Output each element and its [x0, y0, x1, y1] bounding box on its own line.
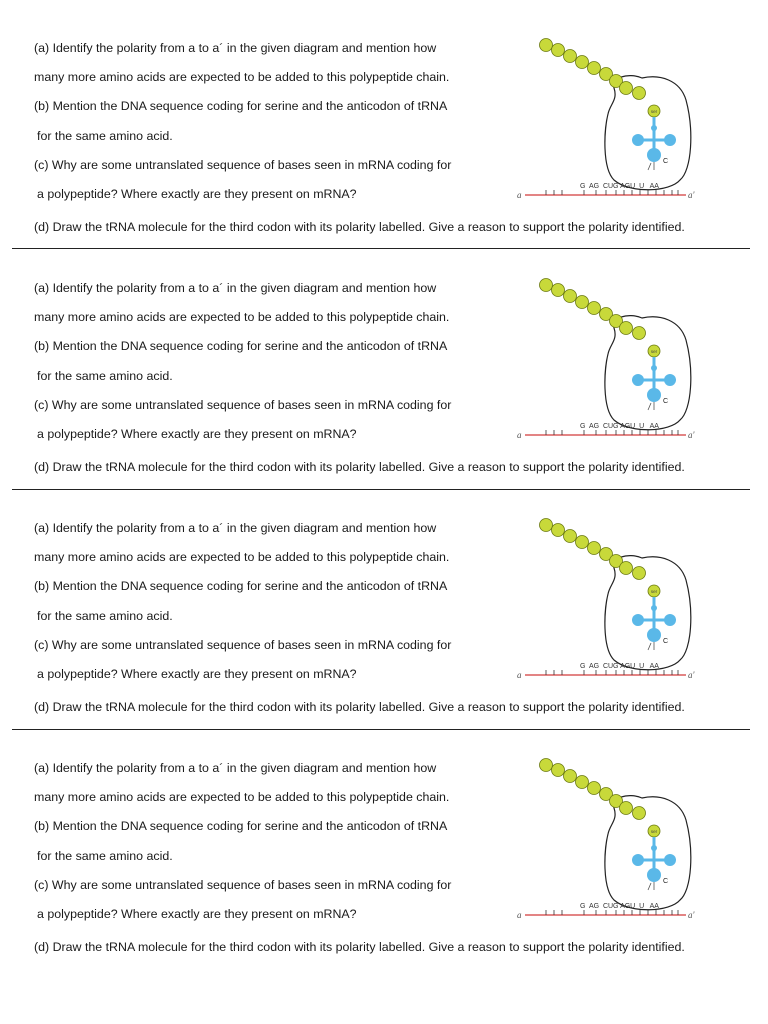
question-c-line-1: (c) Why are some untranslated sequence of bases seen in mRNA coding for	[34, 158, 452, 172]
serine-label: ser	[650, 829, 658, 834]
serine-label: ser	[650, 349, 658, 354]
amino-acid-bead	[576, 776, 589, 789]
ribosome-outline	[605, 556, 691, 670]
ribosome-trna-svg	[510, 270, 710, 450]
mrna-bases: G AG CUG AGU U AA	[580, 663, 659, 670]
question-d-line: (d) Draw the tRNA molecule for the third codon with its polarity labelled. Give a reason to support the polarity identified.	[34, 220, 685, 234]
mrna-base-ticks	[546, 670, 678, 675]
translation-diagram	[510, 750, 710, 930]
serine-label: ser	[650, 589, 658, 594]
question-a-line-1: (a) Identify the polarity from a to a´ in the given diagram and mention how	[34, 521, 437, 535]
amino-acid-bead	[588, 782, 601, 795]
trna-molecule	[632, 597, 676, 650]
serine-label: ser	[650, 109, 658, 114]
question-a-line-2: many more amino acids are expected to be added to this polypeptide chain.	[34, 310, 450, 324]
section-divider	[12, 489, 750, 490]
section-divider	[12, 248, 750, 249]
amino-acid-bead	[552, 764, 565, 777]
trna-c-label: C	[663, 638, 669, 645]
mrna-end-a-prime: a'	[688, 190, 695, 200]
question-c-line-2: a polypeptide? Where exactly are they present on mRNA?	[37, 427, 357, 441]
trna-molecule	[632, 117, 676, 170]
amino-acid-bead	[588, 62, 601, 75]
amino-acid-bead	[564, 50, 577, 63]
question-d-line: (d) Draw the tRNA molecule for the third codon with its polarity labelled. Give a reason to support the polarity identified.	[34, 700, 685, 714]
question-b-line-2: for the same amino acid.	[37, 609, 173, 623]
amino-acid-bead	[588, 302, 601, 315]
translation-diagram	[510, 270, 710, 450]
trna-molecule	[632, 837, 676, 890]
mrna-end-a: a	[517, 430, 522, 440]
trna-left-loop	[632, 374, 644, 386]
amino-acid-bead	[564, 290, 577, 303]
question-c-line-2: a polypeptide? Where exactly are they present on mRNA?	[37, 187, 357, 201]
question-c-line-1: (c) Why are some untranslated sequence of bases seen in mRNA coding for	[34, 398, 452, 412]
trna-molecule	[632, 357, 676, 410]
ribosome-outline	[605, 316, 691, 430]
amino-acid-bead	[552, 284, 565, 297]
amino-acid-bead	[540, 759, 553, 772]
question-b-line-2: for the same amino acid.	[37, 849, 173, 863]
question-a-line-2: many more amino acids are expected to be added to this polypeptide chain.	[34, 790, 450, 804]
mrna-base-ticks	[546, 430, 678, 435]
translation-diagram	[510, 30, 710, 210]
amino-acid-bead	[576, 296, 589, 309]
trna-right-loop	[664, 614, 676, 626]
amino-acid-bead	[540, 519, 553, 532]
mrna-bases: G AG CUG AGU U AA	[580, 183, 659, 190]
question-a-line-1: (a) Identify the polarity from a to a´ in the given diagram and mention how	[34, 41, 437, 55]
amino-acid-bead	[552, 524, 565, 537]
question-b-line-1: (b) Mention the DNA sequence coding for serine and the anticodon of tRNA	[34, 579, 448, 593]
amino-acid-bead	[588, 542, 601, 555]
question-d-line: (d) Draw the tRNA molecule for the third codon with its polarity labelled. Give a reason to support the polarity identified.	[34, 940, 685, 954]
mrna-base-ticks	[546, 910, 678, 915]
amino-acid-bead	[620, 322, 633, 335]
question-c-line-2: a polypeptide? Where exactly are they present on mRNA?	[37, 667, 357, 681]
trna-c-label: C	[663, 158, 669, 165]
trna-c-label: C	[663, 398, 669, 405]
polypeptide-chain	[540, 519, 646, 580]
question-d-line: (d) Draw the tRNA molecule for the third codon with its polarity labelled. Give a reason to support the polarity identified.	[34, 460, 685, 474]
question-block	[0, 510, 768, 750]
mrna-end-a: a	[517, 910, 522, 920]
amino-acid-bead	[620, 562, 633, 575]
translation-diagram	[510, 510, 710, 690]
amino-acid-bead	[564, 530, 577, 543]
mrna-bases: G AG CUG AGU U AA	[580, 903, 659, 910]
trna-c-label: C	[663, 878, 669, 885]
ribosome-trna-svg	[510, 30, 710, 210]
question-a-line-1: (a) Identify the polarity from a to a´ in the given diagram and mention how	[34, 761, 437, 775]
amino-acid-bead	[576, 536, 589, 549]
question-b-line-1: (b) Mention the DNA sequence coding for serine and the anticodon of tRNA	[34, 99, 448, 113]
amino-acid-bead	[540, 39, 553, 52]
trna-right-loop	[664, 134, 676, 146]
trna-right-loop	[664, 374, 676, 386]
question-a-line-1: (a) Identify the polarity from a to a´ in the given diagram and mention how	[34, 281, 437, 295]
mrna-base-ticks	[546, 190, 678, 195]
amino-acid-bead	[620, 82, 633, 95]
amino-acid-bead	[633, 807, 646, 820]
mrna-bases: G AG CUG AGU U AA	[580, 423, 659, 430]
trna-anticodon-loop	[647, 148, 661, 162]
mrna-end-a-prime: a'	[688, 670, 695, 680]
ribosome-trna-svg	[510, 510, 710, 690]
question-block	[0, 750, 768, 990]
trna-anticodon-loop	[647, 388, 661, 402]
question-c-line-1: (c) Why are some untranslated sequence of bases seen in mRNA coding for	[34, 638, 452, 652]
trna-anticodon-loop	[647, 868, 661, 882]
question-block	[0, 30, 768, 270]
question-a-line-2: many more amino acids are expected to be added to this polypeptide chain.	[34, 70, 450, 84]
question-b-line-1: (b) Mention the DNA sequence coding for serine and the anticodon of tRNA	[34, 819, 448, 833]
question-block	[0, 270, 768, 510]
trna-left-loop	[632, 614, 644, 626]
amino-acid-bead	[633, 87, 646, 100]
mrna-end-a: a	[517, 190, 522, 200]
amino-acid-bead	[576, 56, 589, 69]
mrna-end-a: a	[517, 670, 522, 680]
question-b-line-2: for the same amino acid.	[37, 369, 173, 383]
question-c-line-2: a polypeptide? Where exactly are they present on mRNA?	[37, 907, 357, 921]
ribosome-outline	[605, 796, 691, 910]
section-divider	[12, 729, 750, 730]
amino-acid-bead	[633, 567, 646, 580]
amino-acid-bead	[564, 770, 577, 783]
amino-acid-bead	[620, 802, 633, 815]
mrna-end-a-prime: a'	[688, 910, 695, 920]
polypeptide-chain	[540, 279, 646, 340]
trna-left-loop	[632, 854, 644, 866]
amino-acid-bead	[633, 327, 646, 340]
question-b-line-1: (b) Mention the DNA sequence coding for serine and the anticodon of tRNA	[34, 339, 448, 353]
amino-acid-bead	[540, 279, 553, 292]
ribosome-trna-svg	[510, 750, 710, 930]
ribosome-outline	[605, 76, 691, 190]
mrna-end-a-prime: a'	[688, 430, 695, 440]
question-b-line-2: for the same amino acid.	[37, 129, 173, 143]
polypeptide-chain	[540, 39, 646, 100]
polypeptide-chain	[540, 759, 646, 820]
trna-left-loop	[632, 134, 644, 146]
trna-right-loop	[664, 854, 676, 866]
amino-acid-bead	[552, 44, 565, 57]
question-a-line-2: many more amino acids are expected to be added to this polypeptide chain.	[34, 550, 450, 564]
question-c-line-1: (c) Why are some untranslated sequence of bases seen in mRNA coding for	[34, 878, 452, 892]
trna-anticodon-loop	[647, 628, 661, 642]
